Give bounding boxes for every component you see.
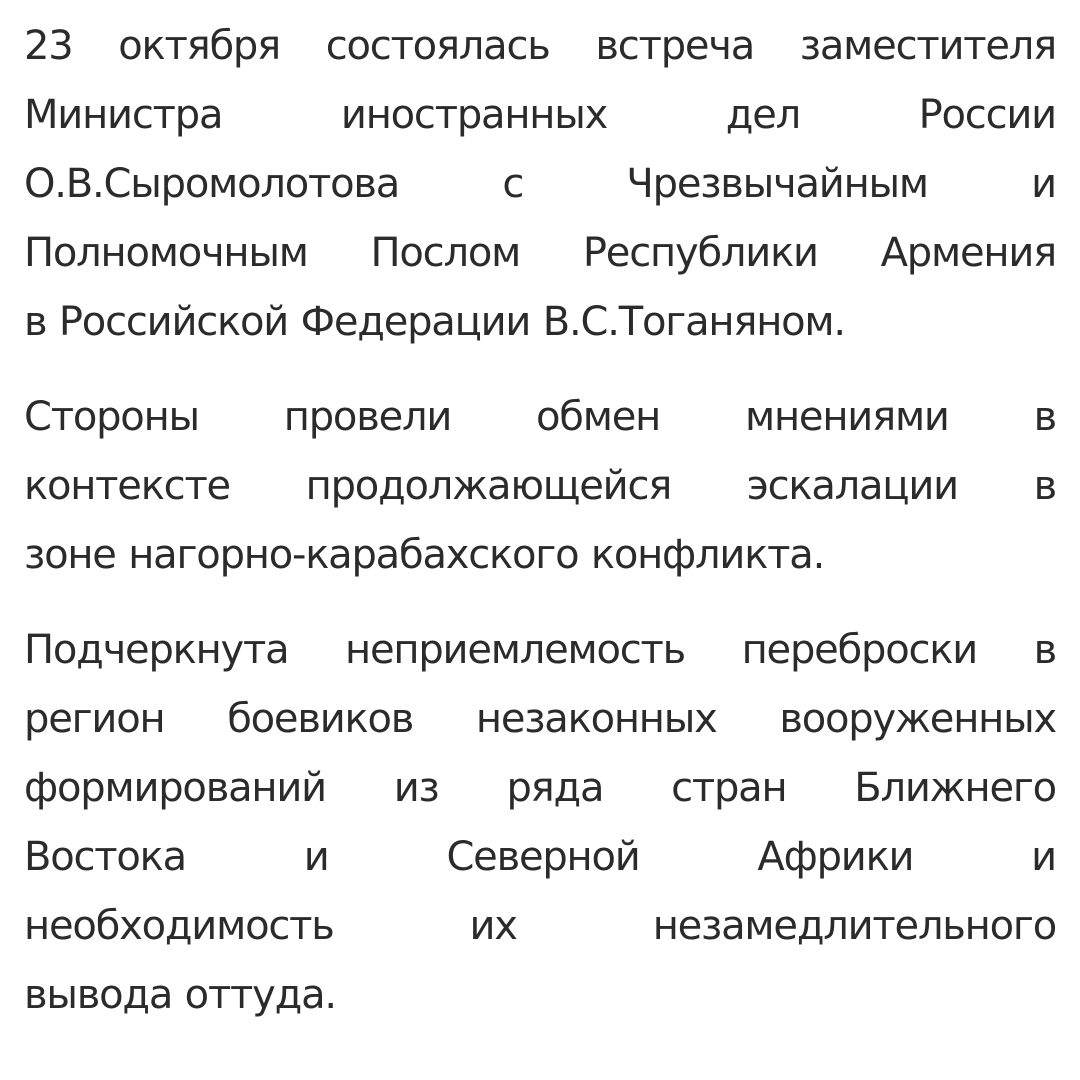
text-line — [24, 754, 1056, 823]
word: переброски — [741, 627, 978, 673]
text-line — [24, 383, 1056, 452]
word: Полномочным — [24, 230, 308, 276]
text-line — [24, 12, 1056, 81]
word: Стороны — [24, 394, 199, 440]
word: Армения — [880, 230, 1056, 276]
text-line — [24, 892, 1056, 961]
word: стран — [671, 765, 787, 811]
word: обмен — [536, 394, 661, 440]
word: в — [1033, 463, 1056, 509]
word: в — [1033, 394, 1056, 440]
word: с — [502, 161, 524, 207]
text-line: зоне нагорно-карабахского конфликта. — [24, 532, 825, 578]
word: Африки — [757, 834, 914, 880]
word: России — [918, 92, 1056, 138]
word: их — [469, 903, 517, 949]
word: эскалации — [746, 463, 958, 509]
word: провели — [283, 394, 452, 440]
word: неприемлемость — [345, 627, 685, 673]
word: вооруженных — [779, 696, 1056, 742]
word: необходимость — [24, 903, 334, 949]
word: боевиков — [227, 696, 414, 742]
word: Республики — [582, 230, 818, 276]
word: в — [1033, 627, 1056, 673]
word: ряда — [506, 765, 604, 811]
word: Министра — [24, 92, 223, 138]
word: незаконных — [475, 696, 717, 742]
word: дел — [725, 92, 800, 138]
word: формирований — [24, 765, 326, 811]
word: Подчеркнута — [24, 627, 289, 673]
word: и — [1031, 834, 1056, 880]
word: Чрезвычайным — [626, 161, 928, 207]
word: Ближнего — [854, 765, 1056, 811]
word: Востока — [24, 834, 186, 880]
text-line — [24, 823, 1056, 892]
word: состоялась — [325, 23, 550, 69]
word: продолжающейся — [305, 463, 672, 509]
word: О.В.Сыромолотова — [24, 161, 400, 207]
word: заместителя — [799, 23, 1056, 69]
word: октября — [118, 23, 280, 69]
word: 23 — [24, 23, 73, 69]
paragraph — [24, 383, 1056, 590]
text-line — [24, 219, 1056, 288]
word: регион — [24, 696, 165, 742]
word: незамедлительного — [652, 903, 1056, 949]
text-line — [24, 685, 1056, 754]
paragraph — [24, 616, 1056, 1030]
word: и — [303, 834, 329, 880]
text-line — [24, 452, 1056, 521]
paragraph — [24, 12, 1056, 357]
text-line — [24, 81, 1056, 150]
text-line — [24, 616, 1056, 685]
word: встреча — [595, 23, 755, 69]
word: Северной — [446, 834, 640, 880]
word: из — [393, 765, 439, 811]
text-line: в Российской Федерации В.С.Тоганяном. — [24, 299, 845, 345]
text-line — [24, 150, 1056, 219]
article-body — [24, 12, 1056, 1056]
word: иностранных — [340, 92, 608, 138]
text-line: вывода оттуда. — [24, 972, 336, 1018]
word: и — [1031, 161, 1056, 207]
word: мнениями — [745, 394, 949, 440]
word: контексте — [24, 463, 230, 509]
word: Послом — [370, 230, 521, 276]
